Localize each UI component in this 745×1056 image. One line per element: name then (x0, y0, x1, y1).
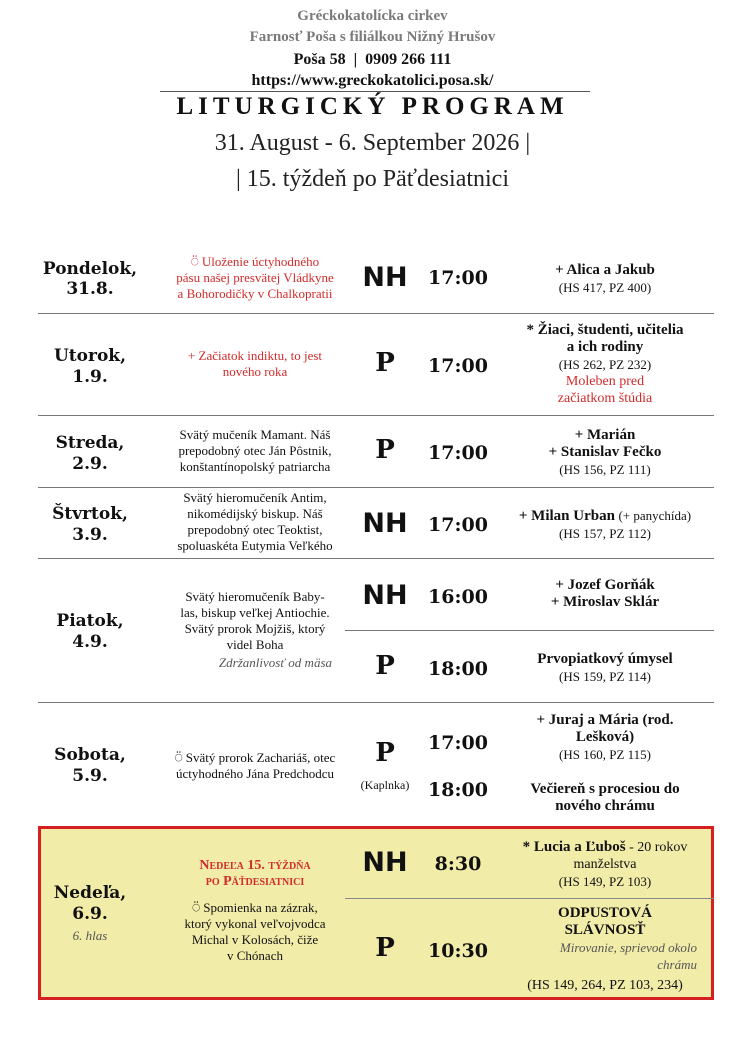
row-divider (38, 415, 714, 416)
service-intent: Prvopiatkový úmysel (HS 159, PZ 114) (537, 651, 673, 684)
day-name: Štvrtok, (52, 504, 128, 524)
service-time: 16:00 (428, 586, 488, 608)
service-intent: + Marián + Stanislav Fečko (HS 156, PZ 111) (548, 427, 662, 477)
row-divider (345, 898, 714, 899)
church-name: Gréckokatolícka cirkev (297, 8, 448, 24)
service-intent: * Žiaci, študenti, učitelia a ich rodiny (HS 262, PZ 232) Moleben pred začiatkom štúdia (526, 322, 684, 406)
parish-url[interactable]: https://www.greckokatolici.posa.sk/ (251, 72, 494, 89)
rite-p: P (375, 933, 395, 963)
row-divider (38, 702, 714, 703)
date-range: 31. August - 6. September 2026 | (214, 130, 531, 156)
service-time: 17:00 (428, 355, 488, 377)
day-name: Sobota, (54, 745, 126, 765)
feast-text: ⍥ Spomienka na zázrak, ktorý vykonal veľvojvodca Michal v Kolosách, čiže v Chónach (184, 900, 326, 963)
day-date: 4.9. (72, 632, 108, 652)
service-time: 17:00 (428, 442, 488, 464)
service-time: 18:00 (428, 658, 488, 680)
feast-text: ⍥ Uloženie úctyhodného pásu našej presvätej Vládkyne a Bohorodičky v Chalkopratii (176, 254, 334, 301)
rite-nh: NH (362, 508, 408, 539)
day-date: 2.9. (72, 454, 108, 474)
rite-p: P (375, 651, 395, 681)
tone-label: 6. hlas (72, 928, 108, 943)
day-name: Pondelok, (42, 259, 138, 279)
row-divider (38, 558, 714, 559)
feast-text: ⍥ Svätý prorok Zachariáš, otec úctyhodného Jána Predchodcu (174, 750, 336, 781)
day-date: 6.9. (72, 904, 108, 924)
service-intent: ODPUSTOVÁ SLÁVNOSŤ Mirovanie, sprievod okolo chrámu (558, 905, 697, 972)
day-name: Utorok, (53, 346, 126, 366)
service-time: 18:00 (428, 779, 488, 801)
service-time: 17:00 (428, 732, 488, 754)
title-rule (160, 91, 590, 92)
day-date: 3.9. (72, 525, 108, 545)
row-divider (38, 313, 714, 314)
service-time: 17:00 (428, 267, 488, 289)
feast-text: Svätý hieromučeník Baby- las, biskup veľkej Antiochie. Svätý prorok Mojžiš, ktorý videl Boha (180, 589, 330, 652)
feast-text: Svätý hieromučeník Antim, nikomédijský biskup. Náš prepodobný otec Teoktist, spoluaskéta Eutymia Veľkého (177, 490, 333, 553)
fast-note: Zdržanlivosť od mäsa (218, 655, 332, 670)
feast-text: + Začiatok indiktu, to jest nového roka (187, 348, 323, 379)
rite-nh: NH (362, 262, 408, 293)
feast-text: Svätý mučeník Mamant. Náš prepodobný otec Ján Pôstnik, konštantínopolský patriarcha (178, 427, 332, 474)
service-intent: * Lucia a Ľuboš - 20 rokov manželstva (HS 149, PZ 103) (522, 839, 688, 889)
row-divider (38, 487, 714, 488)
service-intent: + Juraj a Mária (rod. Lešková) (HS 160, PZ 115) (536, 712, 674, 762)
row-divider (345, 630, 714, 631)
rite-p: P (375, 738, 395, 768)
rite-nh: NH (362, 847, 408, 878)
day-date: 1.9. (72, 367, 108, 387)
service-intent: + Jozef Gorňák + Miroslav Sklár (550, 577, 660, 610)
day-date: 31.8. (66, 279, 114, 299)
service-ref: (HS 149, 264, PZ 103, 234) (527, 978, 683, 993)
day-name: Nedeľa, (53, 883, 127, 903)
service-intent: + Milan Urban (+ panychída) (HS 157, PZ 112) (518, 508, 692, 541)
day-date: 5.9. (72, 766, 108, 786)
sunday-title: Nedeľa 15. týždňa po Päťdesiatnici (199, 858, 311, 889)
service-intent: Večiereň s procesiou do nového chrámu (530, 781, 680, 814)
parish-contact: Poša 58 | 0909 266 111 (293, 51, 452, 68)
service-intent: + Alica a Jakub (HS 417, PZ 400) (555, 262, 655, 295)
day-name: Streda, (55, 433, 125, 453)
page-title: LITURGICKÝ PROGRAM (176, 93, 569, 120)
parish-name: Farnosť Poša s filiálkou Nižný Hrušov (249, 29, 496, 45)
day-name: Piatok, (56, 611, 124, 631)
service-time: 8:30 (434, 853, 482, 875)
rite-nh: NH (362, 580, 408, 611)
service-time: 17:00 (428, 514, 488, 536)
rite-p: P (375, 348, 395, 378)
rite-p: P (375, 435, 395, 465)
service-time: 10:30 (428, 940, 488, 962)
week-label: | 15. týždeň po Päťdesiatnici (236, 166, 509, 192)
chapel-label: (Kaplnka) (360, 778, 410, 792)
